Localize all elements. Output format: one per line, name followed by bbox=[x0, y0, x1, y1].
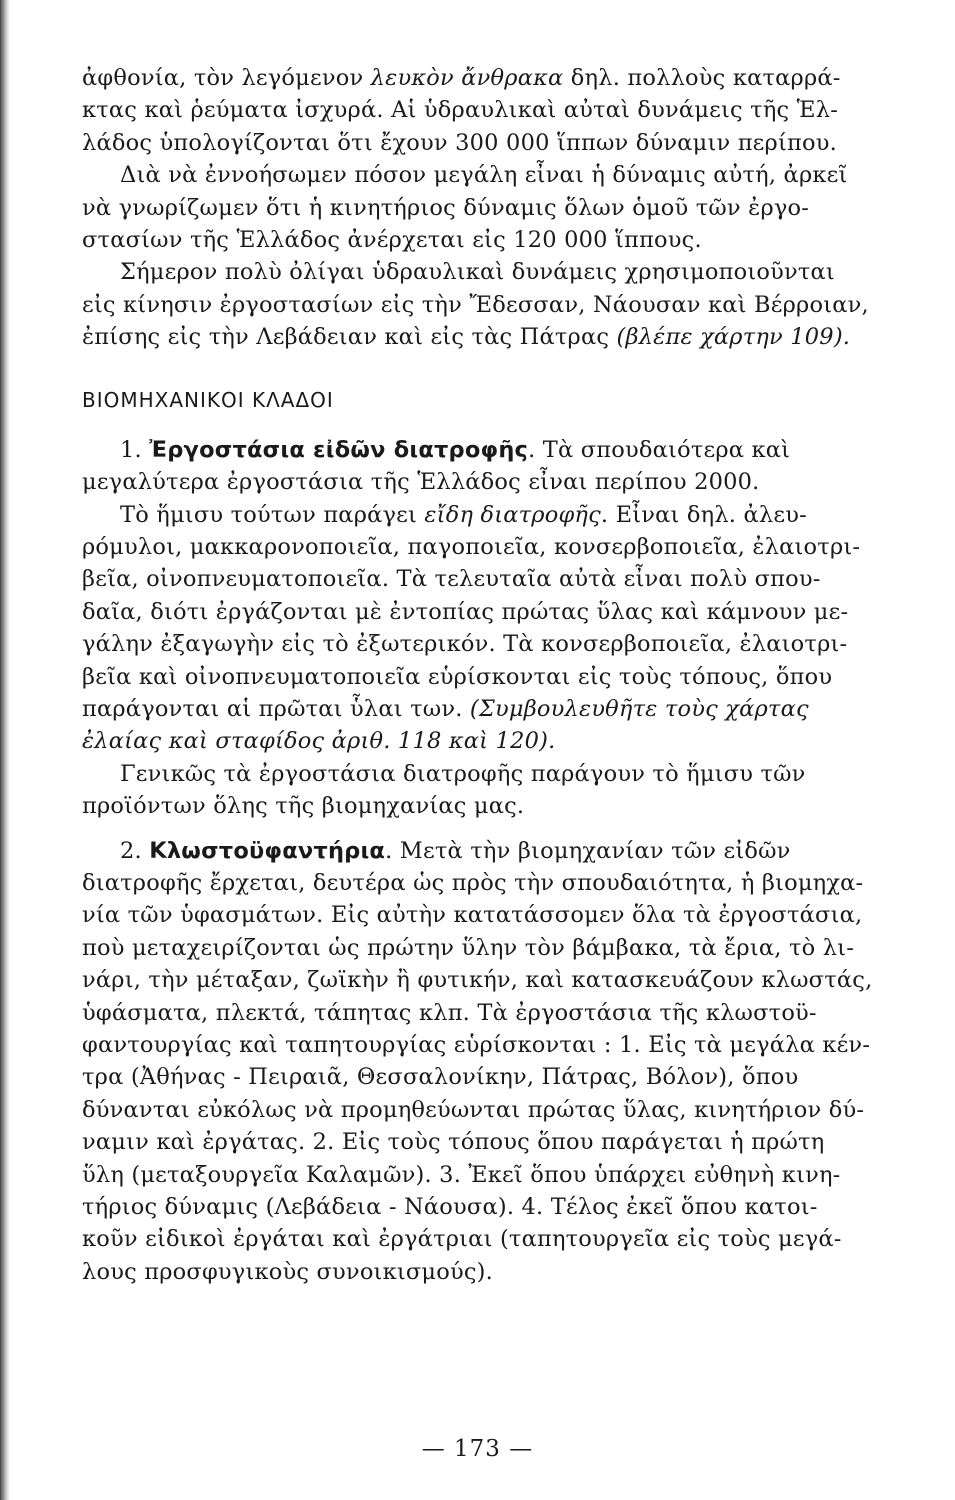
text-line: μεγαλύτερα ἐργοστάσια τῆς Ἑλλάδος εἶναι περίπου 2000. bbox=[82, 469, 760, 496]
text-line: ἐλαίας καὶ σταφίδος ἀριθ. 118 καὶ 120). bbox=[82, 728, 556, 755]
text-line: Διὰ νὰ ἐννοήσωμεν πόσον μεγάλη εἶναι ἡ δύναμις αὐτή, ἀρκεῖ bbox=[120, 162, 848, 189]
text-line: Σήμερον πολὺ ὀλίγαι ὑδραυλικαὶ δυνάμεις χρησιμοποιοῦνται bbox=[120, 259, 835, 286]
text-line: ἐπίσης εἰς τὴν Λεβάδειαν καὶ εἰς τὰς Πάτρας (βλέπε χάρτην 109). bbox=[82, 324, 851, 351]
section-food-factories bbox=[82, 434, 861, 823]
text-line: νάρι, τὴν μέταξαν, ζωϊκὴν ἢ φυτικήν, καὶ κατασκευάζουν κλωστάς, bbox=[82, 967, 873, 994]
text-line: κτας καὶ ῥεύματα ἰσχυρά. Αἱ ὑδραυλικαὶ αὐταὶ δυνάμεις τῆς Ἑλ- bbox=[82, 97, 839, 124]
text-line: λάδος ὑπολογίζονται ὅτι ἔχουν 300 000 ἵππων δύναμιν περίπου. bbox=[82, 129, 837, 156]
scan-edge bbox=[0, 0, 10, 1500]
text-line: ὕλη (μεταξουργεῖα Καλαμῶν). 3. Ἐκεῖ ὅπου ὑπάρχει εὐθηνὴ κινη- bbox=[82, 1161, 841, 1188]
section-textile-factories bbox=[82, 835, 873, 1288]
text-line: εἰς κίνησιν ἐργοστασίων εἰς τὴν Ἔδεσσαν, Νάουσαν καὶ Βέρροιαν, bbox=[82, 291, 869, 318]
text-line: ποὺ μεταχειρίζονται ὡς πρώτην ὕλην τὸν βάμβακα, τὰ ἔρια, τὸ λι- bbox=[82, 934, 855, 961]
paragraph-hydro-power bbox=[82, 62, 857, 159]
text-line: γάλην ἐξαγωγὴν εἰς τὸ ἐξωτερικόν. Τὰ κονσερβοποιεῖα, ἐλαιοτρι- bbox=[82, 631, 848, 658]
text-line: προϊόντων ὅλης τῆς βιομηχανίας μας. bbox=[82, 793, 525, 820]
text-line: βεῖα καὶ οἰνοπνευματοποιεῖα εὑρίσκονται εἰς τοὺς τόπους, ὅπου bbox=[82, 663, 833, 690]
paragraph-power-comparison bbox=[82, 159, 857, 256]
section-title-line: 1. Ἐργοστάσια εἰδῶν διατροφῆς. Τὰ σπουδαιότερα καὶ bbox=[120, 436, 791, 463]
page-number: — 173 — bbox=[421, 1436, 534, 1462]
text-line: τρα (Ἀθήνας - Πειραιᾶ, Θεσσαλονίκην, Πάτρας, Βόλον), ὅπου bbox=[82, 1064, 799, 1091]
text-line: νὰ γνωρίζωμεν ὅτι ἡ κινητήριος δύναμις ὅλων ὁμοῦ τῶν ἐργο- bbox=[82, 194, 810, 221]
text-line: ἀφθονία, τὸν λεγόμενον λευκὸν ἄνθρακα δηλ. πολλοὺς καταρρά- bbox=[82, 65, 841, 91]
text-line: λους προσφυγικοὺς συνοικισμούς). bbox=[82, 1258, 494, 1285]
text-line: φαντουργίας καὶ ταπητουργίας εὑρίσκονται : 1. Εἰς τὰ μεγάλα κέν- bbox=[82, 1031, 871, 1058]
text-line: ναμιν καὶ ἐργάτας. 2. Εἰς τοὺς τόπους ὅπου παράγεται ἡ πρώτη bbox=[82, 1129, 825, 1156]
text-line: νία τῶν ὑφασμάτων. Εἰς αὐτὴν κατατάσσομεν ὅλα τὰ ἐργοστάσια, bbox=[82, 902, 863, 929]
text-line: ὑφάσματα, πλεκτά, τάπητας κλπ. Τὰ ἐργοστάσια τῆς κλωστοϋ- bbox=[82, 999, 817, 1026]
text-line: στασίων τῆς Ἑλλάδος ἀνέρχεται εἰς 120 000 ἵππους. bbox=[82, 226, 702, 253]
book-page bbox=[82, 62, 873, 1288]
text-line: τήριος δύναμις (Λεβάδεια - Νάουσα). 4. Τέλος ἐκεῖ ὅπου κατοι- bbox=[82, 1193, 818, 1220]
text-line: δύνανται εὐκόλως νὰ προμηθεύωνται πρώτας ὕλας, κινητήριον δύ- bbox=[82, 1096, 865, 1123]
text-line: διατροφῆς ἔρχεται, δευτέρα ὡς πρὸς τὴν σπουδαιότητα, ἡ βιομηχα- bbox=[82, 869, 864, 896]
text-line: Γενικῶς τὰ ἐργοστάσια διατροφῆς παράγουν τὸ ἥμισυ τῶν bbox=[120, 760, 806, 787]
section-title: Κλωστοϋφαντήρια bbox=[149, 837, 386, 864]
text-line: ρόμυλοι, μακκαρονοποιεῖα, παγοποιεῖα, κονσερβοποιεῖα, ἐλαιοτρι- bbox=[82, 534, 861, 561]
text-line: παράγονται αἱ πρῶται ὗλαι των. (Συμβουλευθῆτε τοὺς χάρτας bbox=[82, 696, 809, 723]
text-line: Τὸ ἥμισυ τούτων παράγει εἴδη διατροφῆς. Εἶναι δηλ. ἀλευ- bbox=[120, 501, 807, 528]
text-line: βεῖα, οἰνοπνευματοποιεῖα. Τὰ τελευταῖα αὐτὰ εἶναι πολὺ σπου- bbox=[82, 566, 821, 593]
paragraph-current-use bbox=[82, 256, 869, 353]
section-title-line: 2. Κλωστοϋφαντήρια. Μετὰ τὴν βιομηχανίαν τῶν εἰδῶν bbox=[120, 837, 791, 864]
text-line: κοῦν εἰδικοὶ ἐργάται καὶ ἐργάτριαι (ταπητουργεῖα εἰς τοὺς μεγά- bbox=[82, 1226, 842, 1253]
section-title: Ἐργοστάσια εἰδῶν διατροφῆς bbox=[149, 436, 529, 463]
section-heading: ΒΙΟΜΗΧΑΝΙΚΟΙ ΚΛΑΔΟΙ bbox=[82, 387, 334, 412]
text-line: δαῖα, διότι ἐργάζονται μὲ ἐντοπίας πρώτας ὕλας καὶ κάμνουν με- bbox=[82, 598, 849, 625]
